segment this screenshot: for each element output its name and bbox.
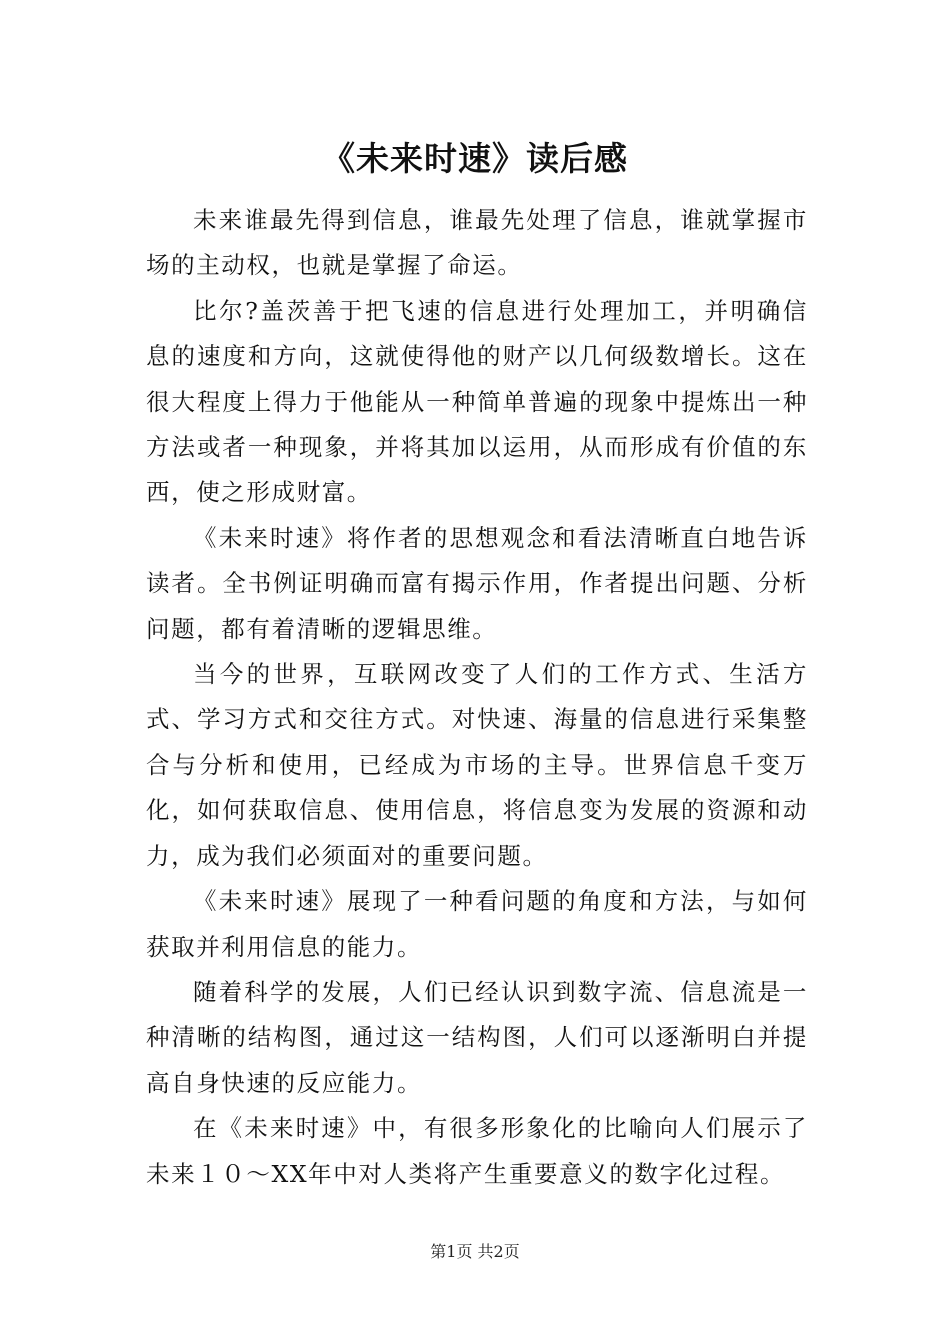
document-body: [146, 198, 808, 1197]
paragraph: 《未来时速》将作者的思想观念和看法清晰直白地告诉读者。全书例证明确而富有揭示作用，作者提出问题、分析问题，都有着清晰的逻辑思维。: [146, 523, 808, 643]
paragraph: 随着科学的发展，人们已经认识到数字流、信息流是一种清晰的结构图，通过这一结构图，人们可以逐渐明白并提高自身快速的反应能力。: [146, 977, 808, 1097]
paragraph: 《未来时速》展现了一种看问题的角度和方法，与如何获取并利用信息的能力。: [146, 887, 808, 961]
paragraph: 未来谁最先得到信息，谁最先处理了信息，谁就掌握市场的主动权，也就是掌握了命运。: [146, 206, 808, 280]
paragraph: 比尔?盖茨善于把飞速的信息进行处理加工，并明确信息的速度和方向，这就使得他的财产以几何级数增长。这在很大程度上得力于他能从一种简单普遍的现象中提炼出一种方法或者一种现象，并将其加以运用，从而形成有价值的东西，使之形成财富。: [146, 296, 808, 507]
page-number-footer: 第1页 共2页: [430, 1242, 520, 1261]
paragraph: 在《未来时速》中，有很多形象化的比喻向人们展示了未来１０～XX年中对人类将产生重要意义的数字化过程。: [146, 1114, 808, 1188]
paragraph: 当今的世界，互联网改变了人们的工作方式、生活方式、学习方式和交往方式。对快速、海量的信息进行采集整合与分析和使用，已经成为市场的主导。世界信息千变万化，如何获取信息、使用信息，将信息变为发展的资源和动力，成为我们必须面对的重要问题。: [146, 660, 808, 870]
document-title: 《未来时速》读后感: [322, 139, 628, 178]
